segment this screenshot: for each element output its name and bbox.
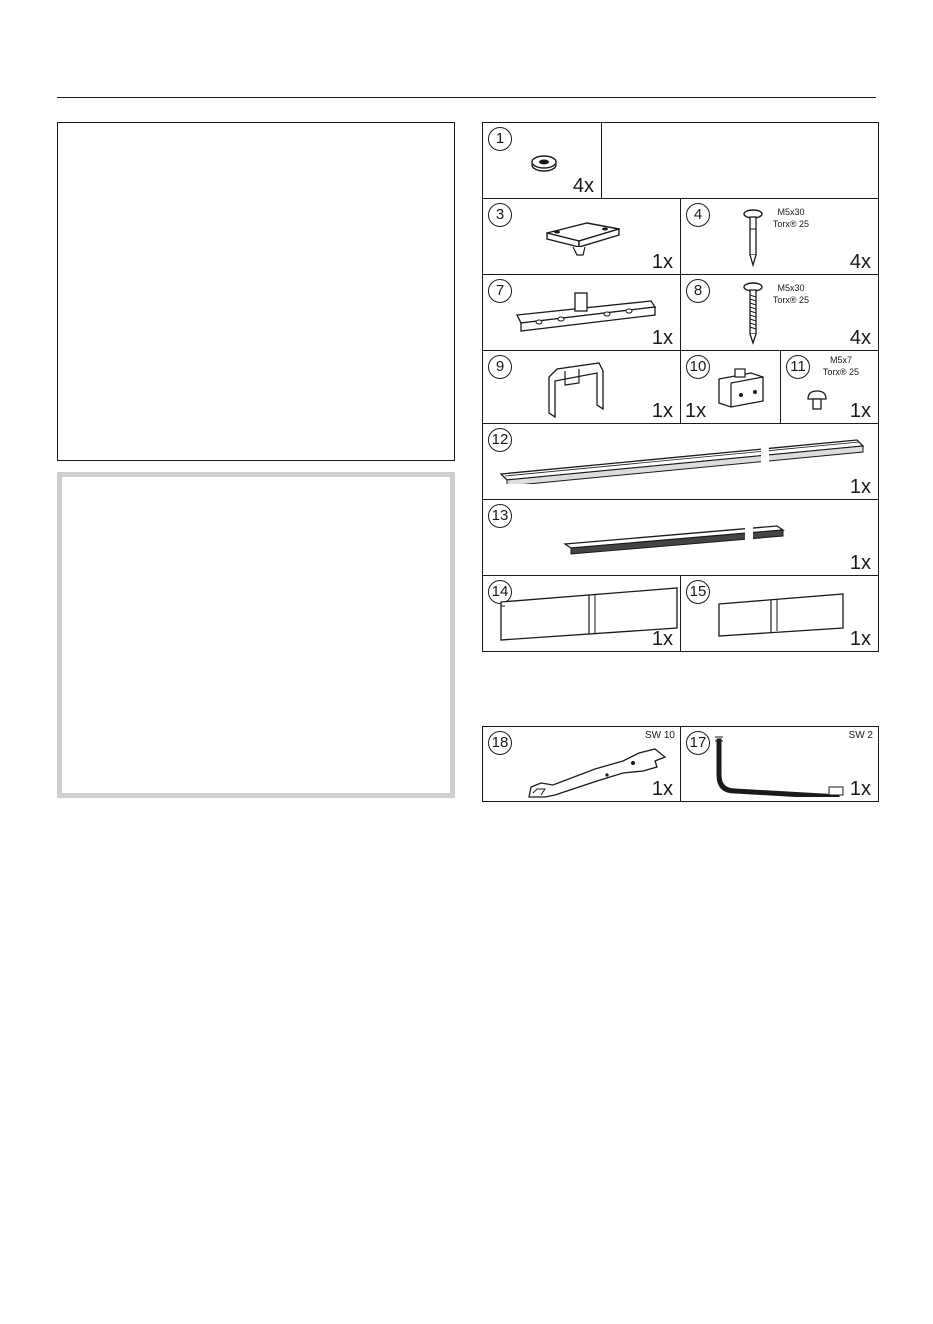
tool-quantity: 1x [849,778,871,800]
part-number: 8 [686,279,710,303]
bracket-plate-icon [543,217,623,257]
part-number: 1 [488,127,512,151]
part-quantity: 1x [651,251,673,273]
nut-icon [529,153,559,175]
part-number: 14 [488,580,512,604]
part-number: 4 [686,203,710,227]
long-profile-icon [497,428,873,484]
part-quantity: 4x [849,251,871,273]
part-spec: M5x30 Torx® 25 [772,283,810,305]
part-cell-7 [482,274,681,351]
part-quantity: 1x [651,327,673,349]
wrench-icon [523,743,673,801]
part-quantity: 4x [849,327,871,349]
short-screw-icon [805,389,829,413]
clip-icon [715,367,767,411]
tool-cell-17 [680,726,879,802]
part-cell-15 [680,575,879,652]
part-cell-11 [780,350,879,424]
mounting-rail-icon [511,287,661,337]
tool-number: 18 [488,731,512,755]
brush-profile-icon [561,508,791,558]
screw-icon [741,207,765,271]
tool-number: 17 [686,731,710,755]
part-spec: M5x30 Torx® 25 [772,207,810,229]
hex-key-icon [711,735,847,797]
part-cell-12 [482,423,879,500]
part-cell-13 [482,499,879,576]
part-quantity: 1x [685,400,707,422]
part-number: 3 [488,203,512,227]
part-cell-9 [482,350,681,424]
tool-spec: SW 10 [644,730,675,741]
part-number: 11 [786,355,810,379]
screw-icon [741,281,765,347]
part-cell-1 [482,122,602,199]
part-cell-14 [482,575,681,652]
part-number: 9 [488,355,512,379]
empty-cell [601,122,879,199]
tool-quantity: 1x [651,778,673,800]
part-number: 12 [488,428,512,452]
parts-grid [482,122,879,652]
part-cell-8 [680,274,879,351]
part-quantity: 4x [572,175,594,197]
part-spec: M5x7 Torx® 25 [822,355,860,377]
part-quantity: 1x [849,400,871,422]
part-number: 10 [686,355,710,379]
part-number: 15 [686,580,710,604]
part-quantity: 1x [849,628,871,650]
part-quantity: 1x [651,628,673,650]
part-number: 7 [488,279,512,303]
part-cell-10 [680,350,781,424]
part-cell-4 [680,198,879,275]
part-quantity: 1x [651,400,673,422]
text-box [57,122,455,461]
part-quantity: 1x [849,552,871,574]
tools-grid [482,726,879,802]
note-box [57,472,455,798]
part-cell-3 [482,198,681,275]
part-quantity: 1x [849,476,871,498]
header-rule [57,97,876,98]
u-bracket-icon [543,357,617,421]
tool-spec: SW 2 [848,730,873,741]
tool-cell-18 [482,726,681,802]
part-number: 13 [488,504,512,528]
panel-icon [715,590,847,640]
